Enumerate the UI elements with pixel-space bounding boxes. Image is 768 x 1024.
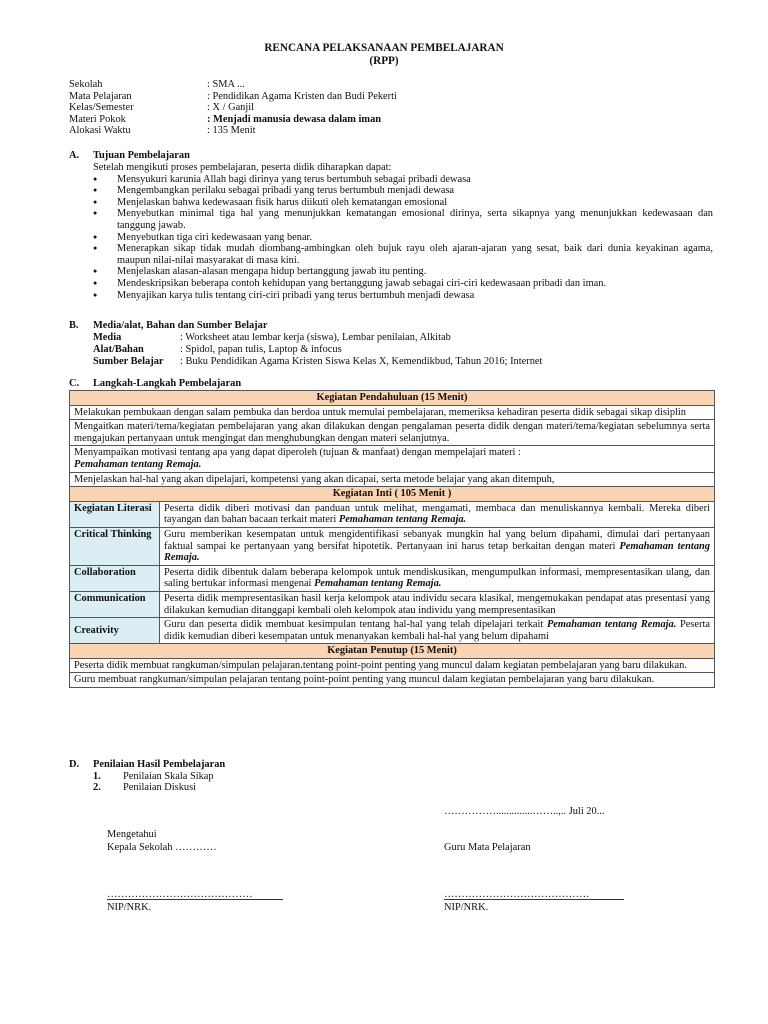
section-d — [69, 759, 469, 794]
nip-right: NIP/NRK. — [444, 902, 489, 913]
list-item: ● Menjelaskan bahwa kedewasaan fisik harus diikuti oleh kematangan emosional — [93, 197, 713, 209]
table-row: Collaboration Peserta didik dibentuk dalam beberapa kelompok untuk mendiskusikan, mengumpulkan informasi, mempresentasikan ulang, dan saling bertukar informasi mengenai Pemahaman tentang Remaja. — [70, 565, 715, 591]
list-item: ● Menerapkan sikap tidak mudah diombang-ambingkan oleh bujuk rayu oleh ajaran-ajaran yang sesat, baik dari dunia keyakinan agama, maupun nilai-nilai masyarakat di masa kini. — [93, 243, 713, 266]
guru-label: Guru Mata Pelajaran — [444, 842, 531, 853]
signature-dots-left: …………………………………… — [107, 889, 253, 900]
section-a-heading: A. Tujuan Pembelajaran — [69, 150, 190, 161]
inti-label-critical: Critical Thinking — [70, 527, 160, 565]
info-row-alokasi: Alokasi Waktu : 135 Menit — [69, 125, 256, 136]
pendahuluan-header: Kegiatan Pendahuluan (15 Menit) — [70, 391, 715, 406]
signature-line-left — [107, 899, 283, 900]
alat-row: Alat/Bahan : Spidol, papan tulis, Laptop & infocus — [93, 343, 342, 355]
kepala-sekolah-label: Kepala Sekolah ………… — [107, 842, 217, 853]
nip-left: NIP/NRK. — [107, 902, 152, 913]
signature-line-right — [444, 899, 624, 900]
media-row: Media : Worksheet atau lembar kerja (siswa), Lembar penilaian, Alkitab — [93, 332, 451, 343]
table-row: Kegiatan Literasi Peserta didik diberi motivasi dan panduan untuk melihat, mengamati, membaca dan menuliskannya kembali. Mereka diberi tayangan dan bahan bacaan terkait materi Pemahaman tentang Remaja. — [70, 501, 715, 527]
sumber-row: Sumber Belajar : Buku Pendidikan Agama Kristen Siswa Kelas X, Kemendikbud, Tahun 2016; Internet — [93, 355, 543, 367]
table-row: Mengaitkan materi/tema/kegiatan pembelajaran yang akan dilakukan dengan pengalaman peserta didik dengan materi/tema/kegiatan sebelumnya serta mengajukan pertanyaan untuk mengingat dan menghubungkan dengan materi selanjutnya. — [70, 420, 715, 446]
table-row: Peserta didik membuat rangkuman/simpulan pelajaran.tentang point-point penting yang muncul dalam kegiatan pembelajaran yang baru dilakukan. — [70, 658, 715, 673]
section-a-intro: Setelah mengikuti proses pembelajaran, peserta didik diharapkan dapat: — [93, 162, 392, 173]
list-item: 2. Penilaian Diskusi — [93, 782, 197, 794]
section-b-heading: B. Media/alat, Bahan dan Sumber Belajar — [69, 320, 268, 331]
signature-dots-right: …………………………………… — [444, 889, 590, 900]
inti-label-collaboration: Collaboration — [70, 565, 160, 591]
section-c-heading: C. Langkah-Langkah Pembelajaran — [69, 378, 242, 389]
list-item: ● Mendeskripsikan beberapa contoh kehidupan yang bertanggung jawab sebagai ciri-ciri kedewasaan pribadi dan iman. — [93, 278, 713, 290]
table-row: Creativity Guru dan peserta didik membuat kesimpulan tentang hal-hal yang telah dipelajari terkait Pemahaman tentang Remaja. Peserta didik kemudian diberi kesempatan untuk menanyakan kembali hal-hal yang belum dipahami — [70, 618, 715, 644]
section-d-heading: D. Penilaian Hasil Pembelajaran — [69, 759, 226, 770]
inti-label-literasi: Kegiatan Literasi — [70, 501, 160, 527]
section-b-body — [93, 332, 713, 367]
inti-label-communication: Communication — [70, 591, 160, 617]
info-row-kelas: Kelas/Semester : X / Ganjil — [69, 102, 255, 113]
inti-header: Kegiatan Inti ( 105 Menit ) — [70, 487, 715, 502]
list-item: ● Menjelaskan alasan-alasan mengapa hidup bertanggung jawab itu penting. — [93, 266, 713, 278]
steps-table — [69, 390, 715, 688]
penutup-header: Kegiatan Penutup (15 Menit) — [70, 644, 715, 659]
list-item: ● Menyebutkan minimal tiga hal yang menunjukkan kematangan emosional dirinya, serta sikapnya yang menunjukkan kedewasaan dan tanggung jawab. — [93, 208, 713, 231]
table-row: Menjelaskan hal-hal yang akan dipelajari, kompetensi yang akan dicapai, serta metode belajar yang akan ditempuh, — [70, 472, 715, 487]
title-line-1: RENCANA PELAKSANAAN PEMBELAJARAN — [264, 42, 504, 54]
info-row-materi: Materi Pokok : Menjadi manusia dewasa dalam iman — [69, 113, 382, 125]
info-row-mapel: Mata Pelajaran : Pendidikan Agama Kristen dan Budi Pekerti — [69, 90, 397, 102]
list-item: ● Menyajikan karya tulis tentang ciri-ciri pribadi yang terus bertumbuh menjadi dewasa — [93, 290, 713, 302]
motivasi-topic: Pemahaman tentang Remaja. — [74, 458, 202, 470]
table-row: Communication Peserta didik mempresentasikan hasil kerja kelompok atau individu secara klasikal, mengemukakan pendapat atas presentasi yang dilakukan kemudian ditanggapi kembali oleh kelompok atau individu yang mempresentasikan — [70, 591, 715, 617]
place-date: ……………..............……..,.. Juli 20... — [444, 806, 605, 817]
list-item: ● Mengembangkan perilaku sebagai pribadi yang terus bertumbuh menjadi dewasa — [93, 185, 713, 197]
assessment-list — [69, 771, 469, 794]
mengetahui-label: Mengetahui — [107, 829, 157, 840]
table-row: Guru membuat rangkuman/simpulan pelajaran tentang point-point penting yang muncul dalam kegiatan pembelajaran yang baru dilakukan. — [70, 673, 715, 688]
info-row-sekolah: Sekolah : SMA ... — [69, 79, 245, 90]
title-line-2: (RPP) — [369, 55, 399, 67]
table-row: Melakukan pembukaan dengan salam pembuka dan berdoa untuk memulai pembelajaran, memeriksa kehadiran peserta didik sebagai sikap disiplin — [70, 405, 715, 420]
table-row: Menyampaikan motivasi tentang apa yang dapat diperoleh (tujuan & manfaat) dengan mempelajari materi : Pemahaman tentang Remaja. — [70, 446, 715, 472]
list-item: ● Mensyukuri karunia Allah bagi dirinya yang terus bertumbuh sebagai pribadi dewasa — [93, 174, 713, 186]
list-item: 1. Penilaian Skala Sikap — [93, 770, 214, 782]
objective-list — [93, 174, 713, 302]
document-title — [0, 42, 768, 68]
inti-label-creativity: Creativity — [70, 618, 160, 644]
table-row: Critical Thinking Guru memberikan kesempatan untuk mengidentifikasi sebanyak mungkin hal yang belum dipahami, dimulai dari pertanyaan faktual sampai ke pertanyaan yang bersifat hipotetik. Pertanyaan ini harus tetap berkaitan dengan materi Pemahaman tentang Remaja. — [70, 527, 715, 565]
section-a-body — [93, 162, 713, 301]
list-item: ● Menyebutkan tiga ciri kedewasaan yang benar. — [93, 232, 713, 244]
identity-block — [69, 79, 709, 137]
